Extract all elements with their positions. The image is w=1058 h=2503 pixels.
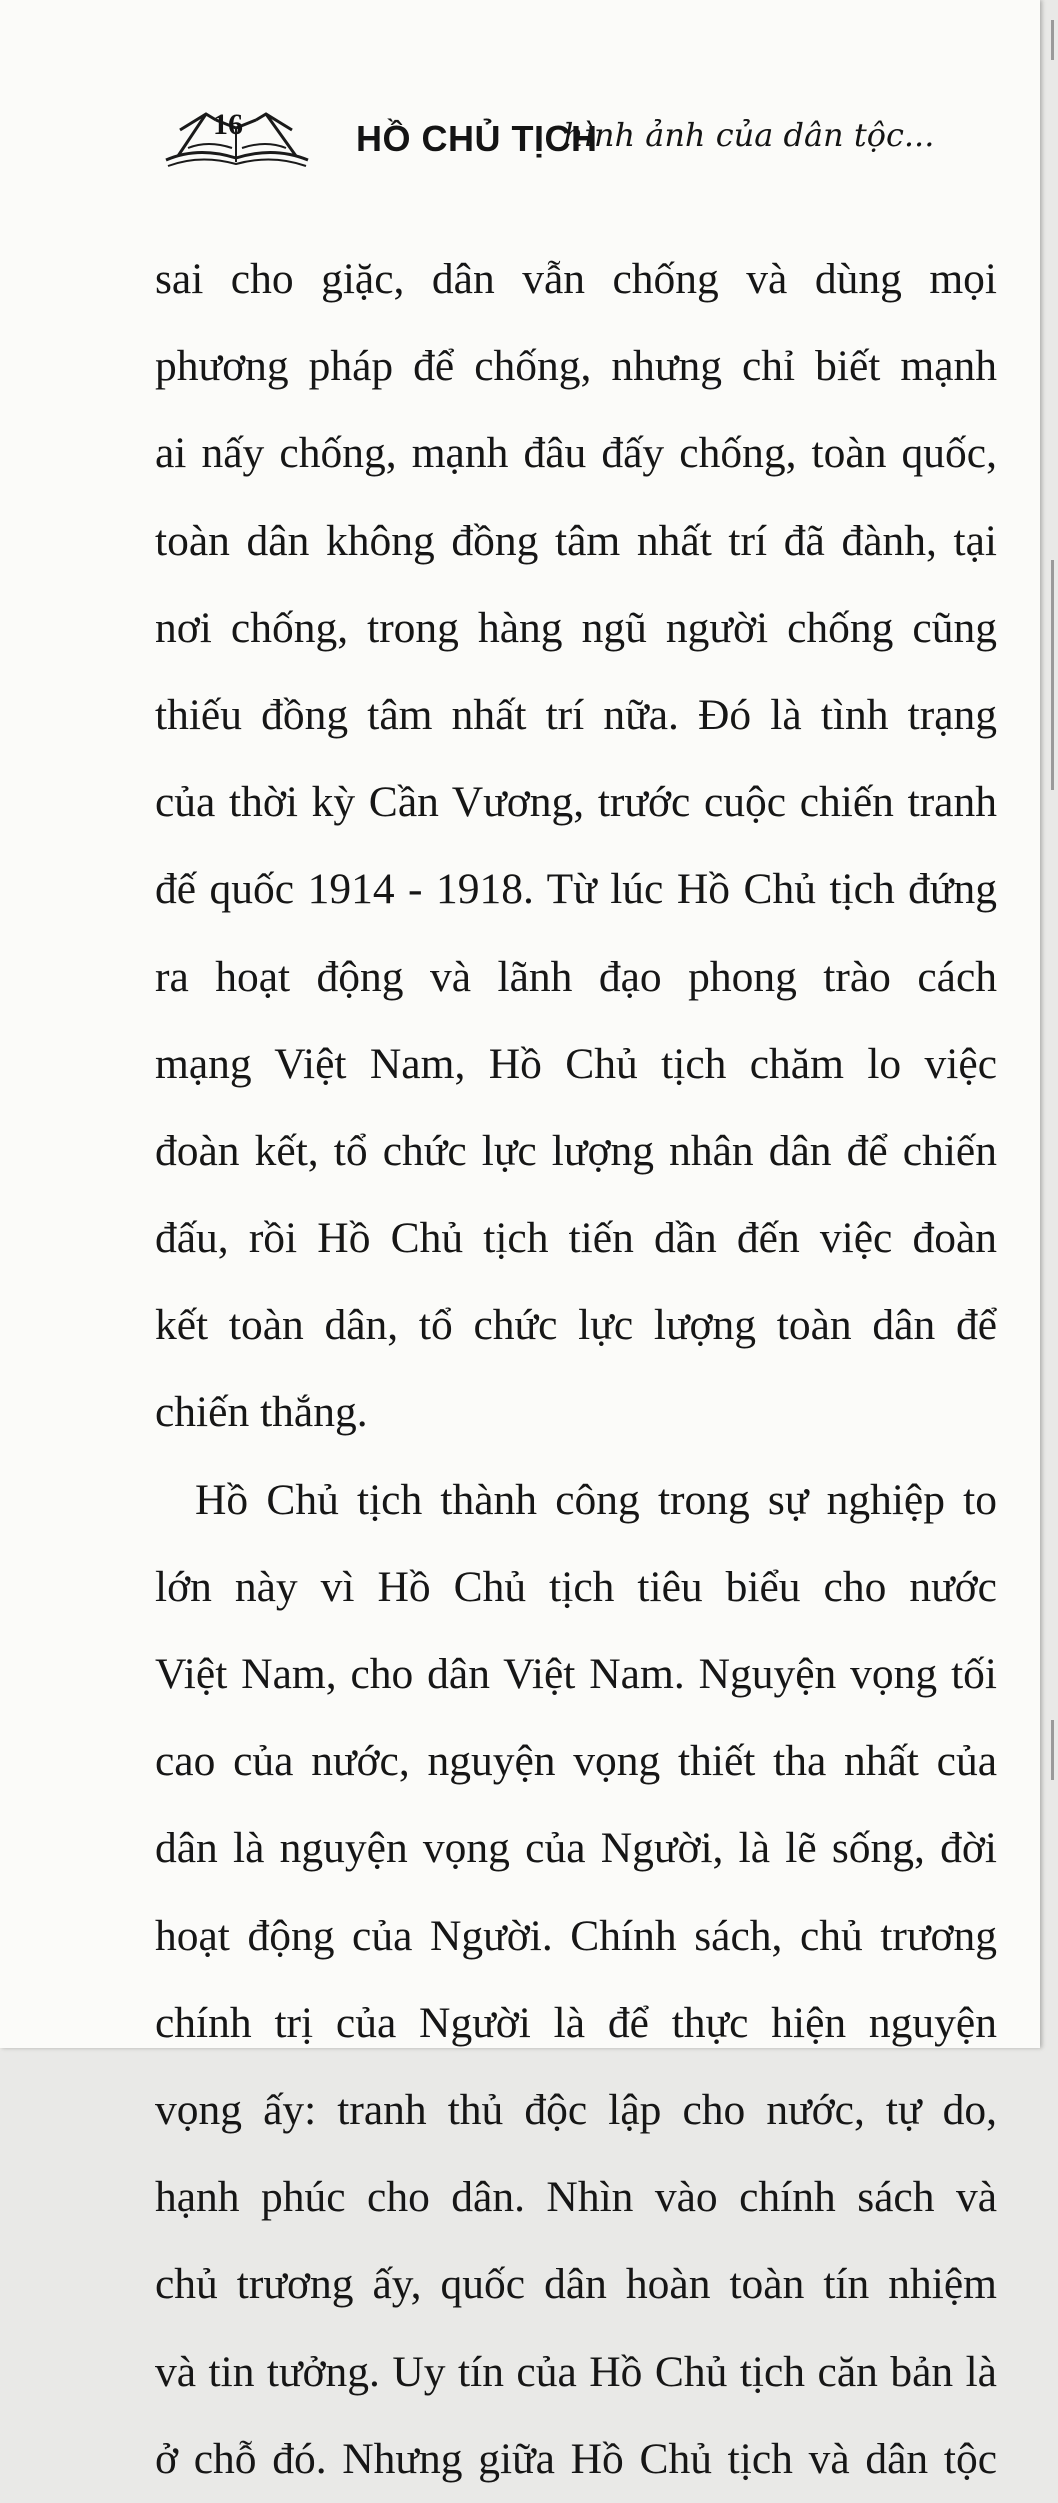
text-line: và tin tưởng. Uy tín của Hồ Chủ tịch căn bản là (155, 2347, 997, 2396)
text-line: sai cho giặc, dân vẫn chống và dùng mọi (155, 255, 997, 303)
header-title: HỒ CHỦ TỊCH (356, 118, 598, 159)
text-line: ai nấy chống, mạnh đâu đấy chống, toàn quốc, (155, 429, 997, 478)
body-text (155, 236, 997, 2503)
page-edge-mark (1051, 1720, 1054, 1780)
text-line: lớn này vì Hồ Chủ tịch tiêu biểu cho nước (155, 1562, 997, 1611)
text-line: chiến thắng. (155, 1388, 368, 1437)
text-line: đấu, rồi Hồ Chủ tịch tiến dần đến việc đoàn (155, 1214, 997, 1263)
text-line: mạng Việt Nam, Hồ Chủ tịch chăm lo việc (155, 1039, 997, 1088)
text-line: chủ trương ấy, quốc dân hoàn toàn tín nhiệm (155, 2260, 997, 2309)
text-line: đoàn kết, tổ chức lực lượng nhân dân để chiến (155, 1126, 997, 1175)
text-line: của thời kỳ Cần Vương, trước cuộc chiến tranh (155, 778, 997, 827)
page-edge-mark (1051, 560, 1054, 790)
text-line: Việt Nam, cho dân Việt Nam. Nguyện vọng tối (155, 1650, 997, 1698)
page-edge-mark (1051, 20, 1054, 60)
text-line: chính trị của Người là để thực hiện nguyện (155, 1998, 997, 2047)
text-line: phương pháp để chống, nhưng chỉ biết mạnh (155, 342, 997, 391)
text-line: cao của nước, nguyện vọng thiết tha nhất của (155, 1737, 997, 1786)
header-subtitle: hình ảnh của dân tộc... (563, 116, 935, 154)
page-number: 16 (213, 108, 243, 141)
text-line: ở chỗ đó. Nhưng giữa Hồ Chủ tịch và dân tộc (155, 2434, 997, 2483)
running-header (158, 100, 998, 180)
text-line: hạnh phúc cho dân. Nhìn vào chính sách và (155, 2173, 997, 2222)
text-line: hoạt động của Người. Chính sách, chủ trương (155, 1911, 997, 1960)
text-line: đế quốc 1914 - 1918. Từ lúc Hồ Chủ tịch đứng (155, 865, 997, 914)
text-line: Hồ Chủ tịch thành công trong sự nghiệp to (195, 1475, 997, 1524)
text-line: nơi chống, trong hàng ngũ người chống cũng (155, 603, 997, 652)
text-line: dân là nguyện vọng của Người, là lẽ sống, đời (155, 1824, 997, 1873)
text-line: thiếu đồng tâm nhất trí nữa. Đó là tình trạng (155, 690, 997, 739)
text-line: kết toàn dân, tổ chức lực lượng toàn dân để (155, 1301, 997, 1350)
text-line: ra hoạt động và lãnh đạo phong trào cách (155, 952, 997, 1001)
text-line: vọng ấy: tranh thủ độc lập cho nước, tự do, (155, 2085, 997, 2134)
text-line: toàn dân không đồng tâm nhất trí đã đành, tại (155, 516, 997, 565)
